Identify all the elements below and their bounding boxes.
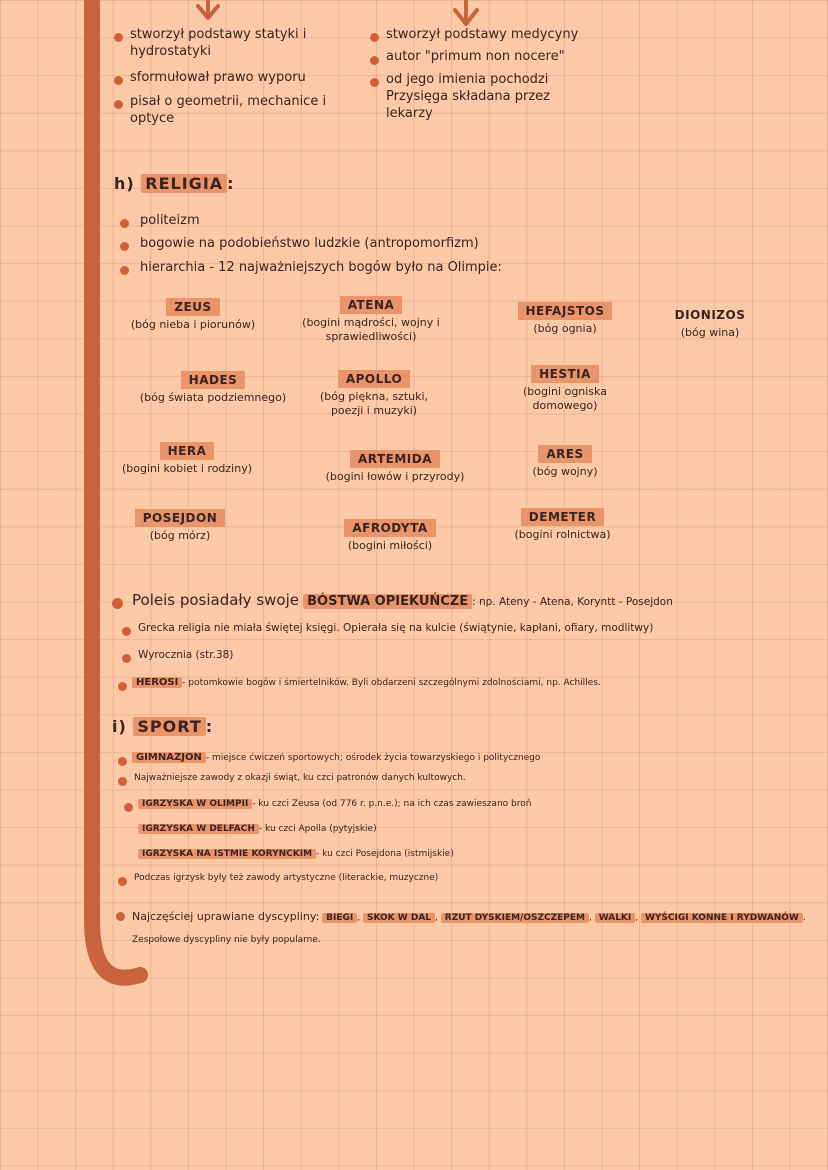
god-card (120, 507, 240, 543)
gym-text: - miejsce ćwiczeń sportowych; ośrodek życia towarzyskiego i politycznego (205, 753, 541, 763)
god-description: (bogini miłości) (347, 539, 433, 552)
god-name: DEMETER (521, 508, 604, 526)
god-description: (bóg ognia) (533, 322, 597, 335)
god-card (296, 294, 446, 344)
top-left-point-1: stworzył podstawy statyki i hydrostatyki (130, 27, 307, 59)
poleis-point-1: Grecka religia nie miała świętej księgi. Opierała się na kulcie (świątynie, kapłani, ofiary, modlitwy) (138, 622, 654, 634)
god-name: HERA (160, 442, 215, 460)
god-card (660, 304, 760, 340)
bullet-icon (120, 242, 129, 251)
artistic-line: Podczas igrzysk były też zawody artystyczne (literackie, muzyczne) (134, 873, 439, 883)
god-name: APOLLO (338, 370, 410, 388)
bullet-icon (114, 76, 123, 85)
god-name: HADES (181, 371, 246, 389)
god-name: ZEUS (166, 298, 219, 316)
god-name: ATENA (340, 296, 403, 314)
god-description: (bóg świata podziemnego) (139, 391, 287, 404)
bullet-icon (122, 654, 131, 663)
bullet-icon (118, 877, 127, 886)
discipline-tag: WALKI (595, 913, 636, 923)
olimpia-label: IGRZYSKA W OLIMPII (138, 799, 252, 809)
god-description: (bogini rolnictwa) (514, 528, 611, 541)
poleis-line (132, 592, 812, 610)
istm-line (138, 848, 818, 860)
gym-line (132, 752, 812, 764)
section-heading-sport (112, 717, 213, 736)
bullet-icon (122, 627, 131, 636)
god-name: ARTEMIDA (350, 450, 440, 468)
poleis-highlight: BÓSTWA OPIEKUŃCZE (303, 594, 472, 609)
herosi-line (132, 677, 812, 689)
god-card (310, 448, 480, 484)
god-description: (bóg wojny) (532, 465, 598, 478)
disciplines-tail: Zespołowe dyscypliny nie były popularne. (132, 935, 321, 945)
bullet-icon (118, 682, 127, 691)
olimpia-line (138, 798, 818, 810)
bullet-icon (124, 803, 133, 812)
god-description: (bóg mórz) (149, 529, 211, 542)
god-description: (bogini kobiet i rodziny) (121, 462, 253, 475)
heading-suffix: : (227, 174, 235, 193)
god-card (500, 300, 630, 336)
god-description: (bogini łowów i przyrody) (325, 470, 465, 483)
bullet-icon (370, 56, 379, 65)
bullet-icon (116, 912, 125, 921)
top-left-point-3: pisał o geometrii, mechanice i optyce (130, 94, 327, 126)
god-card (510, 363, 620, 413)
top-right-point-2: autor "primum non nocere" (386, 49, 565, 64)
god-name: AFRODYTA (344, 519, 435, 537)
top-right-point-3: od jego imienia pochodzi Przysięga składana przez lekarzy (386, 72, 550, 121)
discipline-tag: BIEGI (322, 913, 357, 923)
heading-label: SPORT (133, 717, 205, 736)
religia-point-3: hierarchia - 12 najważniejszych bogów było na Olimpie: (140, 260, 502, 275)
god-name: DIONIZOS (674, 308, 746, 322)
disciplines-lead: Najczęściej uprawiane dyscypliny: (132, 910, 320, 923)
bullet-icon (120, 266, 129, 275)
delfy-line (138, 823, 818, 835)
god-name: ARES (538, 445, 591, 463)
bullet-icon (114, 100, 123, 109)
heading-suffix: : (205, 717, 214, 736)
delfy-text: - ku czci Apolla (pytyjskie) (258, 824, 377, 834)
god-card (128, 369, 298, 405)
god-description: (bogini ogniska domowego) (523, 385, 607, 412)
istm-label: IGRZYSKA NA ISTMIE KORYNCKIM (138, 849, 316, 859)
religia-point-2: bogowie na podobieństwo ludzkie (antropomorfizm) (140, 236, 479, 251)
god-card (500, 506, 625, 542)
heading-prefix: i) (112, 717, 127, 736)
top-right-point-1: stworzył podstawy medycyny (386, 27, 579, 42)
poleis-lead: Poleis posiadały swoje (132, 591, 299, 609)
bullet-icon (118, 757, 127, 766)
god-card (310, 368, 438, 418)
delfy-label: IGRZYSKA W DELFACH (138, 824, 259, 834)
poleis-rest: : np. Ateny - Atena, Koryntt - Posejdon (472, 596, 673, 608)
discipline-tag: WYŚCIGI KONNE I RYDWANÓW (641, 913, 803, 923)
god-description: (bóg nieba i piorunów) (130, 318, 256, 331)
gym-label: GIMNAZJON (132, 752, 206, 763)
bullet-icon (118, 777, 127, 786)
bullet-icon (112, 598, 123, 609)
god-card (118, 296, 268, 332)
god-name: HESTIA (531, 365, 599, 383)
herosi-text: - potomkowie bogów i śmiertelników. Byli obdarzeni szczególnymi zdolnościami, np. Achilles. (182, 678, 601, 688)
god-name: HEFAJSTOS (518, 302, 613, 320)
god-card (520, 443, 610, 479)
istm-text: - ku czci Posejdona (istmijskie) (316, 849, 454, 859)
bullet-icon (370, 33, 379, 42)
god-card (320, 517, 460, 553)
bullet-icon (370, 78, 379, 87)
bullet-icon (120, 219, 129, 228)
god-name: POSEJDON (135, 509, 226, 527)
disciplines-line: Najczęściej uprawiane dyscypliny: BIEGI , SKOK W DAL , RZUT DYSKIEM/OSZCZEPEM , WALKI , WYŚCIGI KONNE I RYDWANÓW . Zespołowe dyscypliny nie były popularne. (132, 910, 806, 945)
god-description: (bóg wina) (680, 326, 740, 339)
god-description: (bogini mądrości, wojny i sprawiedliwości) (302, 316, 440, 343)
heading-prefix: h) (114, 174, 135, 193)
olimpia-text: - ku czci Zeusa (od 776 r. p.n.e.); na ich czas zawieszano broń (252, 799, 532, 809)
poleis-point-2: Wyrocznia (str.38) (138, 649, 234, 661)
contests-line: Najważniejsze zawody z okazji świąt, ku czci patronów danych kultowych. (134, 773, 466, 783)
god-card (112, 440, 262, 476)
bullet-icon (114, 33, 123, 42)
section-heading-religia (114, 174, 235, 193)
herosi-label: HEROSI (132, 677, 182, 688)
discipline-tag: RZUT DYSKIEM/OSZCZEPEM (441, 913, 589, 923)
god-description: (bóg piękna, sztuki, poezji i muzyki) (319, 390, 429, 417)
top-left-point-2: sformułował prawo wyporu (130, 70, 306, 85)
religia-point-1: politeizm (140, 213, 200, 228)
discipline-tag: SKOK W DAL (363, 913, 435, 923)
heading-label: RELIGIA (141, 174, 227, 193)
